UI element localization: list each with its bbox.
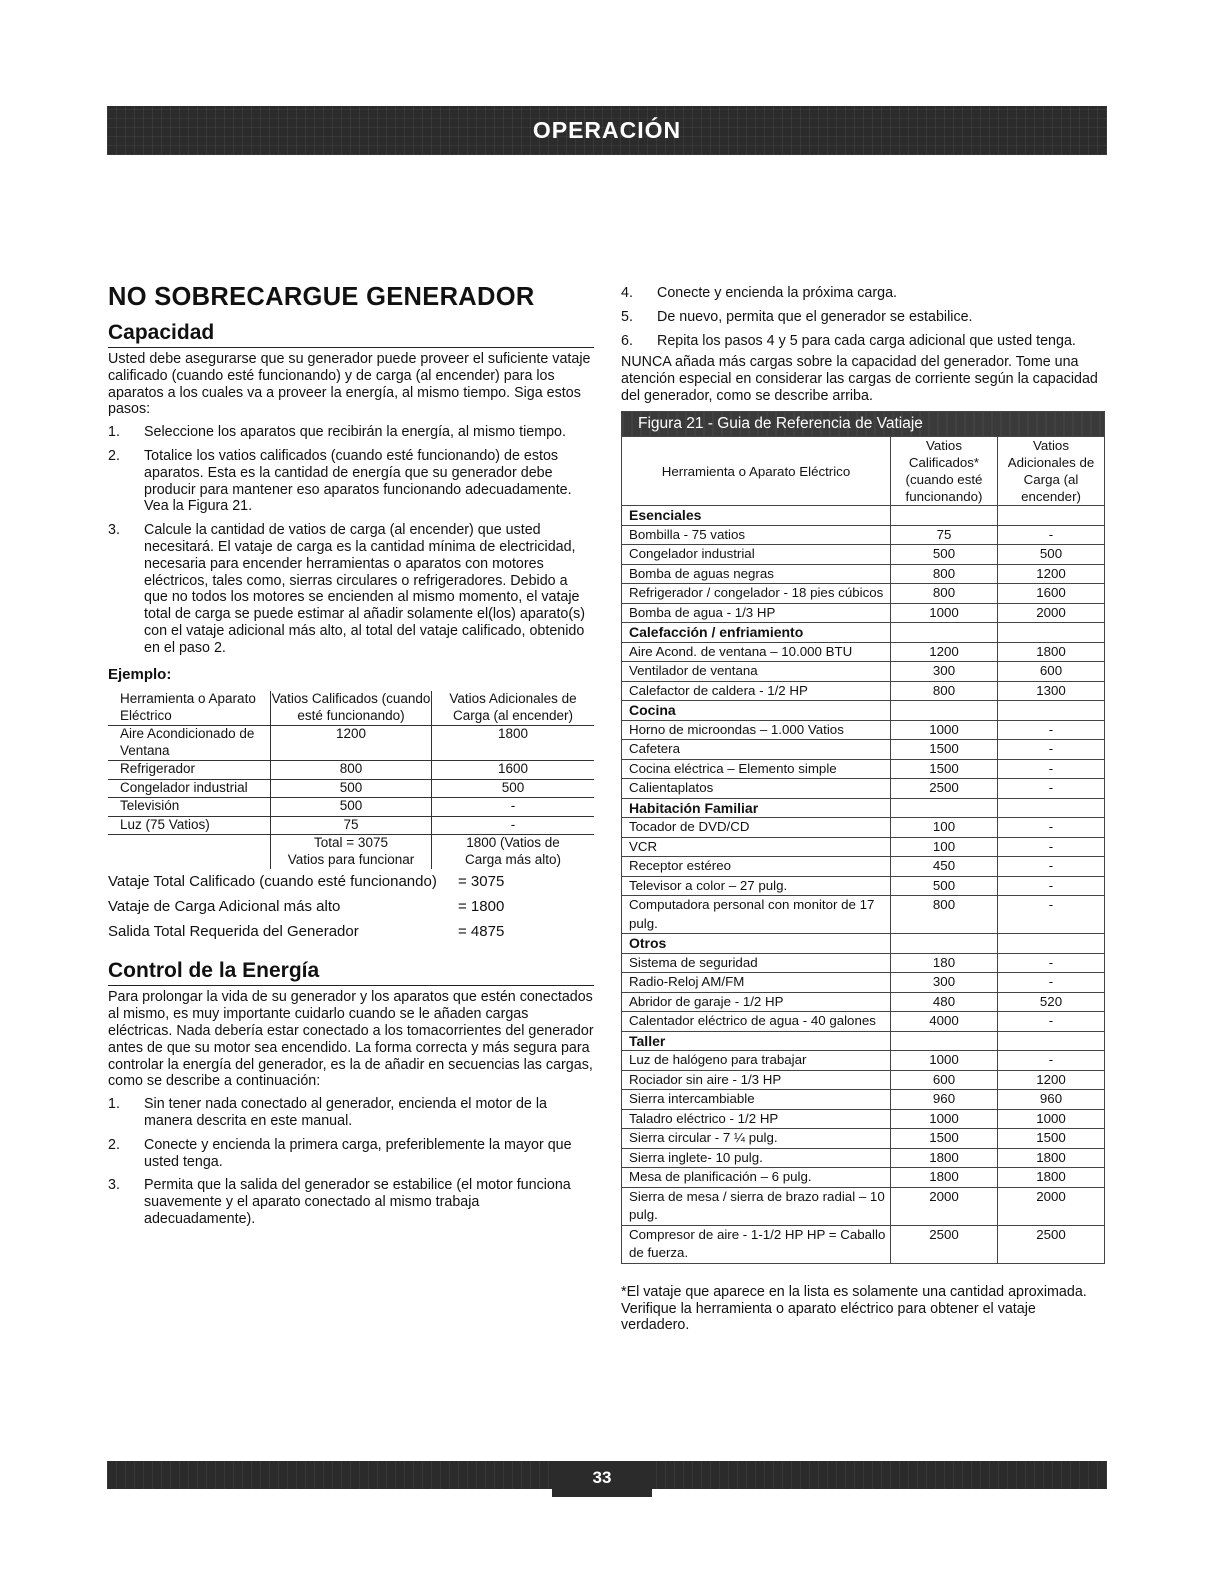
main-heading: NO SOBRECARGUE GENERADOR	[108, 283, 535, 311]
figure-surge: -	[998, 837, 1105, 857]
total-surge-note: Carga más alto)	[464, 851, 562, 867]
ejemplo-rated: 800	[271, 761, 432, 780]
figure-section-blank	[891, 701, 998, 721]
figure-section-row	[622, 506, 1105, 526]
figure-rated: 300	[891, 973, 998, 993]
figure-rated: 1500	[891, 759, 998, 779]
ejemplo-appliance: Congelador industrial	[108, 779, 271, 798]
figure-rated: 500	[891, 545, 998, 565]
figure-row	[622, 1051, 1105, 1071]
figure-row	[622, 953, 1105, 973]
step-text: Totalice los vatios calificados (cuando esté funcionando) de estos aparatos. Esta es la cantidad de energía que su generador debe producir para mantener eso aparatos funcionando adecuadamente. Vea la Figura 21.	[144, 447, 572, 515]
figure-rated: 1800	[891, 1148, 998, 1168]
figure-row	[622, 681, 1105, 701]
figure-21-table	[621, 411, 1105, 1264]
figure-appliance: Bombilla - 75 vatios	[622, 525, 891, 545]
figure-row	[622, 1012, 1105, 1032]
figure-section-blank	[998, 1031, 1105, 1051]
figure-rated: 4000	[891, 1012, 998, 1032]
figure-row	[622, 818, 1105, 838]
figure-row	[622, 564, 1105, 584]
figure-caption-row	[622, 411, 1105, 437]
figure-row	[622, 876, 1105, 896]
figure-rated: 1000	[891, 603, 998, 623]
step-text: Sin tener nada conectado al generador, encienda el motor de la manera descrita en este manual.	[144, 1096, 547, 1129]
figure-row	[622, 1070, 1105, 1090]
figure-row	[622, 1109, 1105, 1129]
figure-section-title: Otros	[622, 934, 891, 954]
figure-surge: 2500	[998, 1225, 1105, 1263]
figure-rated: 800	[891, 564, 998, 584]
figure-surge: -	[998, 525, 1105, 545]
ejemplo-appliance: Luz (75 Vatios)	[108, 816, 271, 835]
figure-section-row	[622, 701, 1105, 721]
figure-appliance: Sierra inglete- 10 pulg.	[622, 1148, 891, 1168]
wattage-summary	[108, 869, 594, 944]
step-number: 6.	[621, 332, 633, 349]
figure-row	[622, 584, 1105, 604]
step-number: 1.	[108, 1096, 120, 1113]
figure-surge: -	[998, 973, 1105, 993]
figure-header-cell: Herramienta o Aparato Eléctrico	[622, 437, 891, 506]
figure-appliance: Televisor a color – 27 pulg.	[622, 876, 891, 896]
figure-surge: -	[998, 740, 1105, 760]
figure-rated: 2500	[891, 779, 998, 799]
figure-surge: -	[998, 1012, 1105, 1032]
figure-surge: 1800	[998, 1168, 1105, 1188]
figure-appliance: Sierra circular - 7 ¼ pulg.	[622, 1129, 891, 1149]
figure-row	[622, 642, 1105, 662]
figure-appliance: Cafetera	[622, 740, 891, 760]
figure-surge: 2000	[998, 603, 1105, 623]
figure-appliance: Rociador sin aire - 1/3 HP	[622, 1070, 891, 1090]
figure-appliance: Mesa de planificación – 6 pulg.	[622, 1168, 891, 1188]
figure-rated: 800	[891, 584, 998, 604]
figure-section-title: Esenciales	[622, 506, 891, 526]
summary-value: = 1800	[458, 898, 505, 916]
step-item	[108, 1177, 594, 1227]
step-text: Repita los pasos 4 y 5 para cada carga adicional que usted tenga.	[657, 332, 1076, 349]
figure-row	[622, 603, 1105, 623]
figure-appliance: Receptor estéreo	[622, 857, 891, 877]
capacidad-heading: Capacidad	[108, 320, 594, 348]
figure-rated: 100	[891, 818, 998, 838]
step-number: 2.	[108, 1136, 120, 1153]
ejemplo-rated: 500	[271, 779, 432, 798]
figure-appliance: VCR	[622, 837, 891, 857]
page-number: 33	[552, 1461, 652, 1497]
figure-rated: 500	[891, 876, 998, 896]
figure-section-title: Habitación Familiar	[622, 798, 891, 818]
figure-row	[622, 973, 1105, 993]
total-rated-value: Total = 3075	[314, 835, 388, 851]
figure-surge: -	[998, 857, 1105, 877]
figure-row	[622, 1129, 1105, 1149]
figure-rated: 1800	[891, 1168, 998, 1188]
ejemplo-appliance: Aire Acondicionado de Ventana	[108, 726, 271, 761]
figure-appliance: Cocina eléctrica – Elemento simple	[622, 759, 891, 779]
figure-appliance: Aire Acond. de ventana – 10.000 BTU	[622, 642, 891, 662]
figure-rated: 2000	[891, 1187, 998, 1225]
figure-rated: 480	[891, 992, 998, 1012]
control-intro: Para prolongar la vida de su generador y los aparatos que estén conectados al mismo, es muy importante cuidarlo cuando se le añaden cargas eléctricas. Nada debería estar conectado a los tomacorrientes del generador antes de que su motor sea encendido. La forma correcta y más segura para controlar la energía del generador, es la de añadir en secuencias las cargas, como se describe a continuación:	[108, 989, 594, 1090]
step-number: 3.	[108, 522, 120, 539]
figure-rated: 1500	[891, 740, 998, 760]
figure-appliance: Calientaplatos	[622, 779, 891, 799]
ejemplo-total-blank	[108, 835, 271, 870]
figure-appliance: Bomba de aguas negras	[622, 564, 891, 584]
step-item	[108, 424, 594, 441]
step-number: 2.	[108, 447, 120, 464]
figure-surge: 520	[998, 992, 1105, 1012]
capacidad-intro: Usted debe asegurarse que su generador puede proveer el suficiente vataje calificado (cuando esté funcionando) y de carga (al encender) para los aparatos a los cuales va a proveer la energía, al mismo tiempo. Siga estos pasos:	[108, 351, 591, 418]
figure-section-title: Calefacción / enfriamiento	[622, 623, 891, 643]
figure-surge: 1000	[998, 1109, 1105, 1129]
ejemplo-appliance: Televisión	[108, 798, 271, 817]
figure-header-row	[622, 437, 1105, 506]
ejemplo-appliance: Refrigerador	[108, 761, 271, 780]
figure-section-row	[622, 623, 1105, 643]
figure-appliance: Bomba de agua - 1/3 HP	[622, 603, 891, 623]
header-banner	[107, 106, 1107, 155]
ejemplo-rated: 75	[271, 816, 432, 835]
summary-row	[108, 894, 594, 919]
step-item	[108, 448, 594, 515]
figure-surge: 960	[998, 1090, 1105, 1110]
figure-row	[622, 992, 1105, 1012]
figure-rated: 960	[891, 1090, 998, 1110]
figure-appliance: Sierra intercambiable	[622, 1090, 891, 1110]
step-item	[108, 1096, 594, 1130]
figure-section-blank	[891, 506, 998, 526]
summary-row	[108, 869, 594, 894]
wattage-footnote: *El vataje que aparece en la lista es solamente una cantidad aproximada. Verifique la herramienta o aparato eléctrico para obtener el vataje verdadero.	[621, 1283, 1087, 1334]
step-number: 5.	[621, 308, 633, 325]
right-column	[621, 285, 1105, 1334]
figure-appliance: Horno de microondas – 1.000 Vatios	[622, 720, 891, 740]
figure-section-blank	[891, 1031, 998, 1051]
step-text: Conecte y encienda la primera carga, preferiblemente la mayor que usted tenga.	[144, 1136, 572, 1170]
figure-appliance: Congelador industrial	[622, 545, 891, 565]
step-item	[108, 522, 594, 656]
figure-rated: 2500	[891, 1225, 998, 1263]
step-number: 1.	[108, 424, 120, 441]
figure-caption: Figura 21 - Guia de Referencia de Vatiaje	[622, 411, 1105, 437]
figure-header-cell: Vatios Adicionales de Carga (al encender)	[998, 437, 1105, 506]
figure-section-blank	[998, 934, 1105, 954]
figure-section-blank	[998, 701, 1105, 721]
figure-rated: 800	[891, 896, 998, 934]
summary-value: = 4875	[458, 923, 505, 941]
figure-row	[622, 857, 1105, 877]
figure-appliance: Sistema de seguridad	[622, 953, 891, 973]
ejemplo-header-row	[108, 691, 594, 726]
ejemplo-row	[108, 761, 594, 780]
ejemplo-header-cell: Vatios Adicionales de Carga (al encender)	[432, 691, 595, 726]
figure-appliance: Sierra de mesa / sierra de brazo radial – 10 pulg.	[622, 1187, 891, 1225]
summary-value: = 3075	[458, 873, 505, 891]
figure-appliance: Computadora personal con monitor de 17 pulg.	[622, 896, 891, 934]
step-text: Conecte y encienda la próxima carga.	[657, 285, 898, 301]
ejemplo-header-cell: Herramienta o Aparato Eléctrico	[108, 691, 271, 726]
summary-label: Vataje Total Calificado (cuando esté funcionando)	[108, 873, 437, 891]
figure-row	[622, 1090, 1105, 1110]
ejemplo-surge: 500	[432, 779, 595, 798]
figure-rated: 1000	[891, 1051, 998, 1071]
figure-row	[622, 740, 1105, 760]
total-rated-note: Vatios para funcionar	[287, 851, 415, 867]
control-steps	[108, 1096, 594, 1228]
control-steps-continued	[621, 285, 1105, 349]
figure-surge: -	[998, 818, 1105, 838]
figure-rated: 600	[891, 1070, 998, 1090]
step-text: De nuevo, permita que el generador se estabilice.	[657, 308, 973, 325]
figure-surge: 2000	[998, 1187, 1105, 1225]
nunca-warning: NUNCA añada más cargas sobre la capacidad del generador. Tome una atención especial en considerar las cargas de corriente según la capacidad del generador, como se describe arriba.	[621, 354, 1098, 404]
figure-appliance: Abridor de garaje - 1/2 HP	[622, 992, 891, 1012]
figure-surge: 1500	[998, 1129, 1105, 1149]
figure-row	[622, 1168, 1105, 1188]
figure-surge: -	[998, 720, 1105, 740]
ejemplo-label: Ejemplo:	[108, 665, 172, 683]
figure-row	[622, 1187, 1105, 1225]
figure-appliance: Ventilador de ventana	[622, 662, 891, 682]
figure-appliance: Compresor de aire - 1-1/2 HP HP = Caballo de fuerza.	[622, 1225, 891, 1263]
step-item	[621, 285, 1105, 302]
page-section-title: OPERACIÓN	[532, 117, 682, 143]
figure-appliance: Refrigerador / congelador - 18 pies cúbicos	[622, 584, 891, 604]
capacidad-steps	[108, 424, 594, 656]
summary-row	[108, 919, 594, 944]
ejemplo-row	[108, 816, 594, 835]
figure-appliance: Calefactor de caldera - 1/2 HP	[622, 681, 891, 701]
figure-surge: 1300	[998, 681, 1105, 701]
figure-surge: -	[998, 1051, 1105, 1071]
ejemplo-total-surge	[432, 835, 595, 870]
figure-surge: 1200	[998, 564, 1105, 584]
figure-row	[622, 545, 1105, 565]
figure-rated: 300	[891, 662, 998, 682]
summary-label: Vataje de Carga Adicional más alto	[108, 898, 341, 916]
figure-row	[622, 837, 1105, 857]
left-column	[108, 282, 594, 1235]
figure-appliance: Calentador eléctrico de agua - 40 galones	[622, 1012, 891, 1032]
step-number: 3.	[108, 1177, 120, 1194]
ejemplo-surge: 1800	[432, 726, 595, 761]
figure-surge: -	[998, 779, 1105, 799]
step-text: Permita que la salida del generador se estabilice (el motor funciona suavemente y el aparato conectado al mismo trabaja adecuadamente).	[144, 1177, 571, 1227]
figure-row	[622, 896, 1105, 934]
control-heading: Control de la Energía	[108, 958, 594, 986]
figure-appliance: Taladro eléctrico - 1/2 HP	[622, 1109, 891, 1129]
figure-rated: 100	[891, 837, 998, 857]
ejemplo-row	[108, 779, 594, 798]
figure-section-blank	[998, 623, 1105, 643]
ejemplo-rated: 1200	[271, 726, 432, 761]
figure-surge: 1800	[998, 1148, 1105, 1168]
figure-section-title: Taller	[622, 1031, 891, 1051]
figure-row	[622, 1225, 1105, 1263]
figure-surge: 1600	[998, 584, 1105, 604]
figure-row	[622, 759, 1105, 779]
figure-rated: 1200	[891, 642, 998, 662]
figure-surge: -	[998, 953, 1105, 973]
figure-rated: 450	[891, 857, 998, 877]
figure-row	[622, 720, 1105, 740]
figure-surge: 1200	[998, 1070, 1105, 1090]
figure-rated: 1000	[891, 1109, 998, 1129]
ejemplo-table	[108, 691, 594, 869]
figure-section-blank	[998, 798, 1105, 818]
ejemplo-header-cell: Vatios Calificados (cuando esté funcionando)	[271, 691, 432, 726]
figure-row	[622, 779, 1105, 799]
figure-section-row	[622, 934, 1105, 954]
figure-rated: 1500	[891, 1129, 998, 1149]
step-item	[108, 1137, 594, 1171]
ejemplo-row	[108, 726, 594, 761]
figure-row	[622, 1148, 1105, 1168]
ejemplo-rated: 500	[271, 798, 432, 817]
figure-surge: 600	[998, 662, 1105, 682]
ejemplo-surge: 1600	[432, 761, 595, 780]
figure-rated: 75	[891, 525, 998, 545]
total-surge-value: 1800 (Vatios de	[466, 835, 560, 851]
figure-surge: -	[998, 896, 1105, 934]
figure-surge: 1800	[998, 642, 1105, 662]
figure-row	[622, 662, 1105, 682]
step-number: 4.	[621, 285, 633, 301]
figure-rated: 1000	[891, 720, 998, 740]
figure-section-row	[622, 1031, 1105, 1051]
summary-label: Salida Total Requerida del Generador	[108, 923, 359, 941]
figure-appliance: Luz de halógeno para trabajar	[622, 1051, 891, 1071]
figure-appliance: Tocador de DVD/CD	[622, 818, 891, 838]
figure-section-row	[622, 798, 1105, 818]
figure-header-cell: Vatios Calificados* (cuando esté funcionando)	[891, 437, 998, 506]
figure-rated: 800	[891, 681, 998, 701]
step-item	[621, 309, 1105, 326]
ejemplo-total-rated	[271, 835, 432, 870]
figure-surge: -	[998, 876, 1105, 896]
step-text: Calcule la cantidad de vatios de carga (al encender) que usted necesitará. El vataje de carga es la cantidad mínima de electricidad, necesaria para encender herramientas o aparatos con motores eléctricos, tales como, sierras circulares o refrigeradores. Debido a que no todos los motores se encienden al mismo momento, el vataje total de carga se puede estimar al añadir solamente el(los) aparato(s) con el vataje adicional más alto, al total del vataje calificado, obtenido en el paso 2.	[144, 522, 586, 656]
figure-surge: 500	[998, 545, 1105, 565]
figure-section-title: Cocina	[622, 701, 891, 721]
figure-section-blank	[891, 934, 998, 954]
figure-row	[622, 525, 1105, 545]
step-item	[621, 333, 1105, 350]
figure-surge: -	[998, 759, 1105, 779]
figure-rated: 180	[891, 953, 998, 973]
figure-appliance: Radio-Reloj AM/FM	[622, 973, 891, 993]
ejemplo-total-row	[108, 835, 594, 870]
figure-section-blank	[998, 506, 1105, 526]
ejemplo-surge: -	[432, 798, 595, 817]
figure-section-blank	[891, 798, 998, 818]
figure-section-blank	[891, 623, 998, 643]
ejemplo-surge: -	[432, 816, 595, 835]
step-text: Seleccione los aparatos que recibirán la energía, al mismo tiempo.	[144, 424, 566, 441]
ejemplo-row	[108, 798, 594, 817]
